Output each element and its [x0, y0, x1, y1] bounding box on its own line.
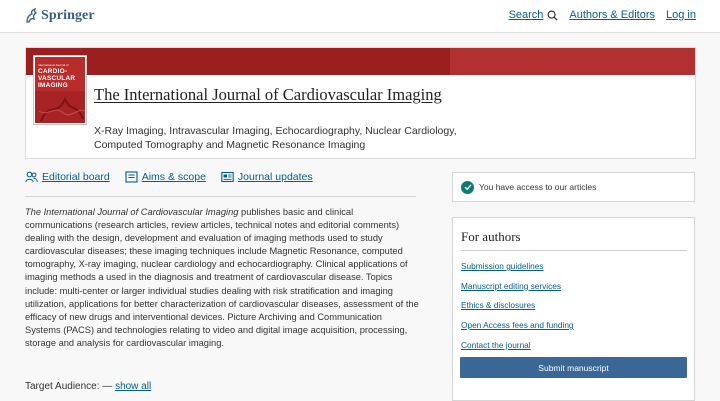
list-item — [461, 281, 574, 301]
logo-text: Springer — [41, 8, 95, 23]
book-icon — [125, 171, 138, 183]
target-audience — [25, 381, 151, 392]
aims-scope-label: Aims & scope — [141, 171, 206, 183]
author-links-list — [461, 261, 574, 359]
journal-header — [25, 47, 696, 159]
contact-journal-link[interactable]: Contact the journal — [461, 339, 531, 350]
journal-nav — [25, 171, 416, 197]
cover-artwork — [35, 91, 86, 124]
open-access-fees-link[interactable]: Open Access fees and funding — [461, 320, 574, 331]
newspaper-icon — [221, 171, 234, 183]
editorial-board-label: Editorial board — [42, 171, 110, 183]
journal-title[interactable]: The International Journal of Cardiovascular Imaging — [94, 85, 442, 104]
login-link[interactable]: Log in — [666, 9, 696, 21]
search-label: Search — [508, 9, 544, 21]
banner-main — [26, 48, 450, 75]
editorial-board-link[interactable] — [25, 171, 110, 183]
journal-subtitle: X-Ray Imaging, Intravascular Imaging, Echocardiography, Nuclear Cardiology, Computed Tomography and Magnetic Resonance Imaging — [94, 125, 457, 151]
search-link[interactable] — [509, 9, 559, 21]
authors-editors-link[interactable]: Authors & Editors — [569, 9, 656, 21]
for-authors-title: For authors — [461, 229, 521, 244]
journal-banner — [26, 48, 695, 75]
check-circle-icon — [461, 181, 474, 194]
site-header — [0, 0, 720, 33]
divider — [461, 250, 687, 251]
springer-logo[interactable] — [24, 7, 95, 25]
list-item — [461, 261, 574, 281]
description-text: publishes basic and clinical communications (research articles, review articles, technical notes and editorial comments) dealing with the design, development and evaluation of imaging methods used to study cardiovascular diseases; these imaging techniques include Magnetic Resonance, computed tomography, X-ray imaging, nuclear cardiology and echocardiography. Clinical applications of imaging methods a used in the diagnosis and treatment of cardiovascular disease. Topics include: multi-center or larger individual studies dealing with risk stratification and imaging utilization, applications for better characterization of cardiovascular diseases, assessment of the efficacy of new drugs and interventional devices. Picture Archiving and Communication Systems (PACS) and technologies relating to video and digital image acquisition, processing, storage and analysis for cardiovascular imaging. — [25, 207, 419, 348]
cover-small-text: International Journal of — [38, 63, 69, 67]
aims-scope-link[interactable] — [125, 171, 206, 183]
springer-horse-icon — [24, 8, 38, 24]
list-item — [461, 320, 574, 340]
submit-manuscript-button[interactable]: Submit manuscript — [460, 357, 687, 378]
access-notice — [452, 172, 695, 202]
banner-side — [450, 48, 695, 75]
journal-updates-label: Journal updates — [237, 171, 313, 183]
journal-updates-link[interactable] — [221, 171, 313, 183]
journal-description — [25, 206, 419, 350]
manuscript-editing-link[interactable]: Manuscript editing services — [461, 280, 562, 291]
people-icon — [25, 171, 38, 183]
show-all-link[interactable]: show all — [115, 381, 152, 392]
checkmark-icon — [464, 183, 472, 191]
access-text: You have access to our articles — [479, 182, 597, 192]
journal-cover-image[interactable] — [34, 56, 86, 124]
cover-title-line: VASCULAR — [38, 75, 76, 82]
list-item — [461, 300, 574, 320]
target-audience-label: Target Audience: — — [25, 381, 113, 392]
cover-title — [38, 68, 75, 89]
submission-guidelines-link[interactable]: Submission guidelines — [461, 261, 544, 271]
for-authors-panel — [452, 217, 695, 401]
ethics-disclosures-link[interactable]: Ethics & disclosures — [461, 300, 536, 311]
search-icon — [547, 10, 558, 21]
description-journal-name: The International Journal of Cardiovascular Imaging — [25, 207, 239, 217]
cover-title-line: CARDIO- — [38, 68, 68, 75]
cover-title-line: IMAGING — [38, 82, 68, 89]
